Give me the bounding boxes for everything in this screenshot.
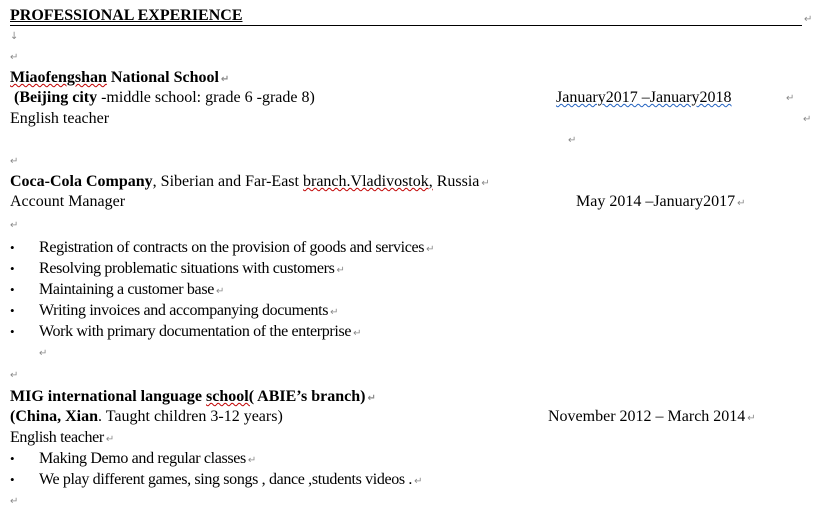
job2-bullet: Maintaining a customer base ↵ [39, 281, 224, 298]
bullet-icon: • [10, 240, 15, 255]
job1-details: (Beijing city -middle school: grade 6 -grade 8) [14, 89, 315, 106]
paragraph-mark: ↵ [10, 220, 19, 231]
bullet-icon: • [10, 261, 15, 276]
paragraph-mark: ↵ [10, 370, 19, 381]
job3-bullet: Making Demo and regular classes ↵ [39, 450, 256, 467]
job3-dates: November 2012 – March 2014 ↵ [548, 408, 756, 425]
section-rule [10, 25, 802, 26]
paragraph-mark: ↵ [10, 496, 19, 507]
job2-role: Account Manager [10, 193, 126, 210]
paragraph-mark: ↵ [10, 52, 19, 63]
paragraph-mark: ↵ [568, 135, 577, 146]
job1-employer: Miaofengshan National School ↵ [10, 69, 230, 86]
job3-employer: MIG international language school( ABIE’s branch) ↵ [10, 388, 376, 405]
bullet-icon: • [10, 324, 15, 339]
section-title: PROFESSIONAL EXPERIENCE [10, 7, 243, 24]
job3-bullet: We play different games, sing songs , dance ,students videos . ↵ [39, 471, 423, 488]
bullet-icon: • [10, 451, 15, 466]
bullet-icon: • [10, 472, 15, 487]
job2-bullet: Registration of contracts on the provision of goods and services ↵ [39, 239, 435, 256]
paragraph-mark: ↵ [786, 93, 795, 104]
job2-bullet: Resolving problematic situations with customers ↵ [39, 260, 345, 277]
bullet-icon: • [10, 303, 15, 318]
job1-role: English teacher [10, 110, 110, 127]
bullet-icon: • [10, 282, 15, 297]
job3-details: (China, Xian. Taught children 3-12 years) [10, 408, 283, 425]
job3-role: English teacher ↵ [10, 429, 114, 446]
paragraph-mark: ↵ [803, 114, 812, 125]
job2-employer: Coca-Cola Company, Siberian and Far-East branch.Vladivostok, Russia ↵ [10, 173, 490, 190]
job1-dates: January2017 –January2018 [556, 89, 732, 106]
arrow-mark: ↓ [10, 31, 19, 42]
job2-dates: May 2014 –January2017 ↵ [576, 193, 746, 210]
paragraph-mark: ↵ [804, 14, 813, 25]
paragraph-mark: ↵ [10, 156, 19, 167]
paragraph-mark: ↵ [39, 348, 48, 359]
job2-bullet: Writing invoices and accompanying documents ↵ [39, 302, 339, 319]
job2-bullet: Work with primary documentation of the enterprise ↵ [39, 323, 362, 340]
